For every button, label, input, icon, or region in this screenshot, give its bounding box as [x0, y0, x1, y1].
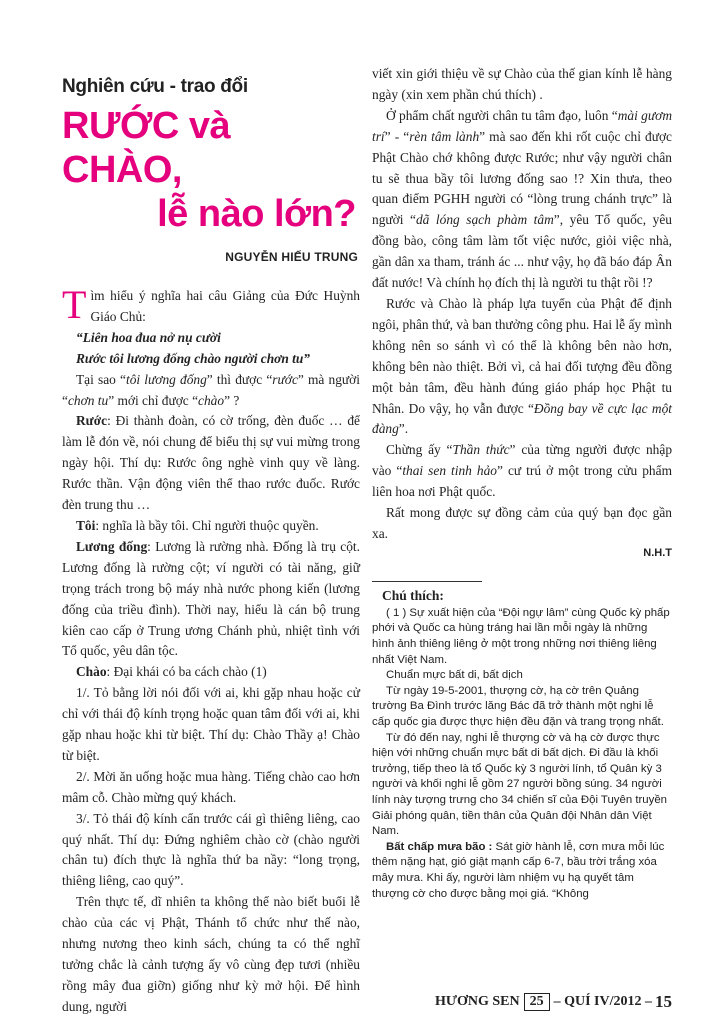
r2-a: Ở phẩm chất người chân tu tâm đạo, luôn “ — [386, 107, 618, 123]
right-column — [372, 64, 672, 902]
page-number: 15 — [655, 992, 672, 1011]
definition-luong-dong — [62, 537, 360, 662]
r2-d: rèn tâm lành — [409, 128, 480, 144]
title-line-1: RƯỚC và CHÀO, — [62, 105, 231, 191]
r4-e: ” cư trú ở một trong cửu phẩm liên hoa nơi Phật quốc. — [372, 463, 672, 500]
intro-paragraph — [62, 282, 360, 328]
note-5 — [372, 840, 672, 902]
q-f: chơn tu — [67, 392, 109, 408]
r2-g: ”, yêu Tổ quốc, yêu đồng bào, công tâm làm tốt việc nước, giỏi việc nhà, gần dân xa tham, tránh ác ... như vậy, họ đã báo đáp Ân đất nước! Và chính họ đích thị là người tu thật rồi !? — [372, 212, 672, 291]
drop-cap: T — [62, 282, 87, 327]
q-e: ” mà người “ — [62, 371, 360, 408]
left-column — [62, 76, 360, 1018]
term-ruoc: Rước — [76, 413, 108, 429]
r2-f: dã lóng sạch phàm tâm — [415, 212, 554, 228]
q-a: Tại sao “ — [76, 371, 126, 387]
def-luong-dong: : Lương là rường nhà. Đống là trụ cột. Lương đống là rường cột; ví người có tài năng, giữ trọng trách trong bộ máy nhà nước phong kiến (lương đống của triều đình). Thời nay, hiểu là cán bộ trung kiên cao cấp ở Trung ương Chánh phủ, nhiệt tình với Tổ quốc, yêu dân tộc. — [62, 538, 360, 659]
verse-2-text: Rước tôi lương đống chào người chơn tu” — [76, 350, 310, 366]
magazine-name: HƯƠNG SEN — [434, 994, 520, 1009]
note-5-text: Sát giờ hành lễ, cơn mưa mỗi lúc thêm nặng hạt, gió giật mạnh cấp 6-7, bầu trời trắng xóa mây mưa. Khi ấy, người làm nhiệm vụ hạ quyết tâm thượng cờ cho được bằng mọi giá. “Không — [372, 840, 665, 900]
note-1: ( 1 ) Sự xuất hiện của “Đội ngự lâm” cùng Quốc kỳ phấp phới và Quốc ca hùng tráng hai lần mỗi ngày là những hình ảnh thiêng liêng ở một trong những nơi thiêng liêng nhất Việt Nam. — [372, 606, 670, 666]
r4-d: thai sen tinh hảo — [402, 463, 497, 479]
notes-title: Chú thích: — [382, 587, 444, 603]
def-ruoc: : Đi thành đoàn, có cờ trống, đèn đuốc … để làm lễ đón về, nói chung để biểu thị sự vui mừng trong ngày hội. Thí dụ: Rước ông nghè vinh quy về làng. Rước thần. Vận động viên thể thao rước đuốc. Rước đèn trung thu … — [62, 413, 360, 513]
r3-a: Rước và Chào là pháp lựa tuyển của Phật để định ngôi, phân thứ, và ban thưởng công phu. Hai lễ ấy mình không nên so sánh vì có thể là không bên nào hơn, không bên nào thiệt. Bởi vì, cả hai đối tượng đều đồng một bản tâm, đều hành đúng giáo pháp học Phật tu Nhân. Do vậy, họ vẫn được “ — [372, 295, 672, 416]
paragraph-ruoc-va-chao — [372, 294, 672, 440]
chao-way-1: 1/. Tỏ bằng lời nói đối với ai, khi gặp nhau hoặc cử chỉ với thái độ kính trọng hoặc quan tâm đối với ai, khi gặp nhau hoặc khi từ biệt. Thí dụ: Chào Thầy ạ! Chào từ biệt. — [62, 685, 360, 763]
page-footer — [372, 992, 672, 1012]
article-title — [62, 104, 360, 236]
issue-number-box: 25 — [524, 993, 550, 1011]
section-label: Nghiên cứu - trao đổi — [62, 76, 248, 97]
chao-way-2: 2/. Mời ăn uống hoặc mua hàng. Tiếng chào cao hơn mâm cỗ. Chào mừng quý khách. — [62, 768, 360, 805]
paragraph-tren-thuc-te: Trên thực tế, dĩ nhiên ta không thể nào biết buổi lễ chào của các vị Phật, Thánh tổ chức như thế nào, nhưng nương theo kinh sách, chúng ta có thể nghĩ tưởng chắc là cảnh tượng ấy vô cùng đẹp tươi (nhiều rồng mây đua giỡn) giống như kỳ mở hội. Để hình dung, người — [62, 894, 360, 1014]
issue-date: – QUÍ IV/2012 – — [553, 994, 652, 1009]
q-d: rước — [272, 371, 298, 387]
q-g: ” mới chỉ được “ — [108, 392, 199, 408]
r4-b: Thần thức — [452, 442, 510, 458]
r4-c: ” của từng người được nhập vào “ — [372, 442, 673, 479]
verse-line-2 — [62, 349, 360, 370]
paragraph-chan-tu — [372, 106, 672, 294]
q-b: tôi lương đống — [125, 371, 207, 387]
title-line-2: lễ nào lớn? — [157, 193, 356, 235]
note-3: Từ ngày 19-5-2001, thượng cờ, hạ cờ trên Quảng trường Ba Đình trước lăng Bác đã trở thành một nghi lễ cấp quốc gia được thực hiện đều đặn và trang trọng nhất. — [372, 684, 664, 728]
chao-way-3: 3/. Tỏ thái độ kính cẩn trước cái gì thiêng liêng, cao quý nhất. Thí dụ: Đứng nghiêm chào cờ (chào người chân tu) đích thực là nghĩa thứ ba nầy: “long trọng, thiêng liêng, cao quý”. — [62, 810, 360, 889]
verse-1-text: “Liên hoa đua nở nụ cười — [76, 329, 221, 345]
definition-ruoc — [62, 411, 360, 516]
r4-a: Chừng ấy “ — [386, 442, 453, 458]
term-toi: Tôi — [76, 517, 96, 533]
r2-e: ” mà sao đến khi rốt cuộc chỉ được Phật Chào chớ không được Rước; như vậy người chân tu sẽ thua bầy tôi lương đống sao !? Xin thưa, theo quan điểm PGHH người có “lòng trung chánh trực” là người “ — [372, 128, 672, 228]
r2-b: mài gươm trí — [372, 107, 672, 144]
def-toi: : nghĩa là bầy tôi. Chỉ người thuộc quyền. — [95, 517, 319, 533]
q-h: chào — [198, 392, 225, 408]
intro-text: ìm hiểu ý nghĩa hai câu Giảng của Đức Huỳnh Giáo Chủ: — [90, 288, 360, 324]
q-c: ” thì được “ — [206, 371, 273, 387]
paragraph-than-thuc — [372, 440, 672, 503]
verse-line-1 — [62, 328, 360, 349]
definition-chao — [62, 662, 360, 683]
notes-divider — [372, 581, 482, 582]
author-byline: NGUYỄN HIẾU TRUNG — [225, 250, 358, 264]
r3-b: Đồng bay về cực lạc một đàng — [372, 400, 672, 437]
note-5-term: Bất chấp mưa bão : — [386, 840, 493, 853]
question-paragraph — [62, 370, 360, 412]
def-chao: : Đại khái có ba cách chào (1) — [106, 664, 267, 680]
definition-toi — [62, 516, 360, 537]
paragraph-continued: viết xin giới thiệu về sự Chào của thế gian kính lễ hàng ngày (xin xem phần chú thích) . — [372, 66, 672, 102]
note-2: Chuẩn mực bất di, bất dịch — [386, 669, 523, 682]
q-i: ” ? — [224, 392, 240, 408]
note-4: Từ đó đến nay, nghi lễ thượng cờ và hạ cờ được thực hiện với những chuẩn mực bất di bất dịch. Đi đầu là khối trưởng, tiếp theo là tổ Quốc kỳ 3 người lính, tổ Quân kỳ 3 người và khối nghi lễ gồm 27 người bồng súng. 34 người lính này tượng trưng cho 34 chiến sĩ của Đội Tuyên truyền Giải phóng quân, tiền thân của Quân đội Nhân dân Việt Nam. — [372, 731, 667, 838]
paragraph-closing: Rất mong được sự đồng cảm của quý bạn đọc gần xa. — [372, 505, 672, 541]
r3-c: ”. — [398, 421, 409, 437]
term-luong-dong: Lương đống — [76, 538, 148, 554]
r2-c: ” - “ — [384, 128, 410, 144]
author-signature: N.H.T — [643, 546, 672, 559]
term-chao: Chào — [76, 664, 107, 680]
